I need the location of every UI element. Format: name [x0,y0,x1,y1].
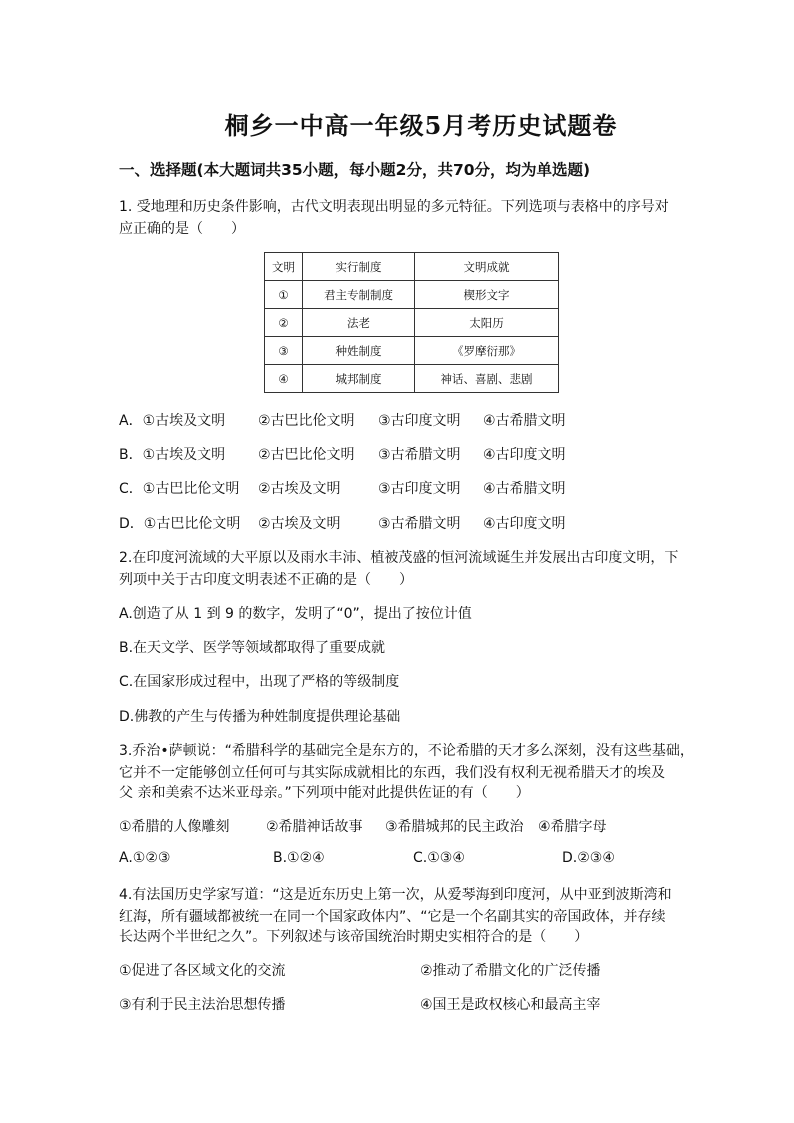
table-header-cell: 实行制度 [303,253,415,281]
q1-text-line-1: 1. 受地理和历史条件影响，古代文明表现出明显的多元特征。下列选项与表格中的序号对 [119,199,669,215]
table-row [265,337,559,365]
q1-option-c-part-4: ④古希腊文明 [483,481,566,497]
table-header-cell: 文明 [265,253,303,281]
q2-option-b: B.在天文学、医学等领域都取得了重要成就 [119,640,386,656]
q1-option-a-part-2: ②古巴比伦文明 [258,413,355,429]
q1-option-d-part-4: ④古印度文明 [483,516,566,532]
q4-item-2: ②推动了希腊文化的广泛传播 [420,963,601,979]
q4-text-line-3: 长达两个半世纪之久”。下列叙述与该帝国统治时期史实相符合的是（ ） [119,929,589,945]
civilization-table [264,252,559,393]
q3-item-2: ②希腊神话故事 [266,819,363,835]
table-cell: 城邦制度 [303,365,415,393]
q1-option-a-part-1: A．①古埃及文明 [119,413,226,429]
q3-text-line-2: 它并不一定能够创立任何可与其实际成就相比的东西，我们没有权利无视希腊天才的埃及 [119,765,665,781]
q1-option-d-part-2: ②古埃及文明 [258,516,341,532]
q4-item-1: ①促进了各区域文化的交流 [119,963,286,979]
q4-item-4: ④国王是政权核心和最高主宰 [420,997,601,1013]
q1-option-c-part-2: ②古埃及文明 [258,481,341,497]
q1-option-b-part-3: ③古希腊文明 [378,447,461,463]
table-cell: 君主专制制度 [303,281,415,309]
q1-option-d-part-3: ③古希腊文明 [378,516,461,532]
q4-text-line-1: 4.有法国历史学家写道：“这是近东历史上第一次，从爱琴海到印度河，从中亚到波斯湾和 [119,887,672,903]
q1-option-c-part-3: ③古印度文明 [378,481,461,497]
q1-option-b-part-1: B．①古埃及文明 [119,447,226,463]
section-heading: 一、选择题(本大题词共35小题，每小题2分，共70分，均为单选题) [119,161,591,179]
q1-option-b-part-2: ②古巴比伦文明 [258,447,355,463]
table-header-row [265,253,559,281]
q2-option-d: D.佛教的产生与传播为种姓制度提供理论基础 [119,709,401,725]
table-cell: ④ [265,365,303,393]
q2-text-line-2: 列项中关于古印度文明表述不正确的是（ ） [119,572,413,588]
q3-item-1: ①希腊的人像雕刻 [119,819,230,835]
table-row [265,281,559,309]
q1-option-a-part-4: ④古希腊文明 [483,413,566,429]
page-title: 桐乡一中高一年级5月考历史试题卷 [224,111,618,140]
q4-item-3: ③有利于民主法治思想传播 [119,997,286,1013]
q3-text-line-1: 3.乔治•萨顿说：“希腊科学的基础完全是东方的，不论希腊的天才多么深刻，没有这些基础， [119,743,694,759]
q1-option-d-part-1: D．①古巴比伦文明 [119,516,241,532]
q1-text-line-2: 应正确的是（ ） [119,221,245,237]
q2-text-line-1: 2.在印度河流域的大平原以及雨水丰沛、植被茂盛的恒河流域诞生并发展出古印度文明，下 [119,550,679,566]
table-cell: 法老 [303,309,415,337]
q1-option-c-part-1: C．①古巴比伦文明 [119,481,240,497]
q3-option-b: B.①②④ [273,850,325,866]
table-cell: ③ [265,337,303,365]
table-cell: 《罗摩衍那》 [415,337,559,365]
q3-item-4: ④希腊字母 [538,819,607,835]
table-cell: ① [265,281,303,309]
table-row [265,309,559,337]
q4-text-line-2: 红海，所有疆域都被统一在同一个国家政体内”、“它是一个名副其实的帝国政体，并存续 [119,909,666,925]
q3-text-line-3: 父 亲和美索不达米亚母亲。”下列项中能对此提供佐证的有（ ） [119,785,530,801]
table-cell: 神话、喜剧、悲剧 [415,365,559,393]
table-row [265,365,559,393]
table-header-cell: 文明成就 [415,253,559,281]
table-cell: ② [265,309,303,337]
table-cell: 种姓制度 [303,337,415,365]
table-cell: 太阳历 [415,309,559,337]
table-cell: 楔形文字 [415,281,559,309]
q2-option-c: C.在国家形成过程中，出现了严格的等级制度 [119,674,400,690]
q2-option-a: A.创造了从 1 到 9 的数字，发明了“0”，提出了按位计值 [119,606,472,622]
q3-option-d: D.②③④ [562,850,615,866]
q1-option-b-part-4: ④古印度文明 [483,447,566,463]
q3-item-3: ③希腊城邦的民主政治 [385,819,524,835]
q3-option-a: A.①②③ [119,850,171,866]
q3-option-c: C.①③④ [413,850,465,866]
q1-option-a-part-3: ③古印度文明 [378,413,461,429]
